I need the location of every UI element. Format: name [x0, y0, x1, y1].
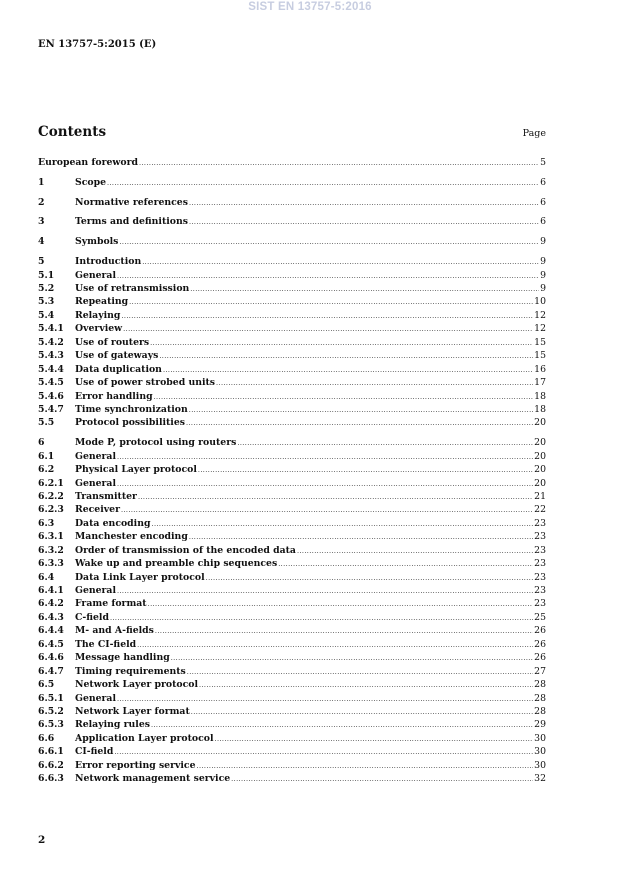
toc-entry-number: 6.4.3: [38, 611, 64, 623]
toc-dot-leader: [159, 352, 533, 360]
toc-entry[interactable]: [38, 773, 546, 786]
page-number: 2: [38, 834, 46, 846]
toc-entry-page: 20: [534, 464, 546, 476]
toc-entry-page: 26: [534, 625, 546, 637]
toc-entry[interactable]: [38, 693, 546, 706]
toc-dot-leader: [186, 419, 533, 427]
toc-entry-title: Overview: [75, 323, 123, 335]
toc-entry[interactable]: [38, 337, 546, 350]
toc-entry-number: 6.2.1: [38, 477, 64, 489]
toc-dot-leader: [151, 721, 533, 729]
toc-entry[interactable]: [38, 531, 546, 544]
toc-entry-page: 6: [540, 216, 546, 228]
toc-entry-page: 30: [534, 746, 546, 758]
toc-entry-title: Normative references: [75, 196, 188, 208]
toc-dot-leader: [150, 339, 533, 347]
toc-entry-page: 23: [534, 571, 546, 583]
contents-heading: Contents: [38, 124, 107, 140]
toc-entry-title: Protocol possibilities: [75, 417, 185, 429]
toc-dot-leader: [297, 547, 533, 555]
toc-dot-leader: [139, 159, 539, 167]
toc-entry-number: 5.4.3: [38, 350, 64, 362]
toc-entry-title: Introduction: [75, 256, 142, 268]
toc-entry-title: General: [75, 450, 116, 462]
toc-entry-number: 6.4: [38, 571, 55, 583]
toc-entry-title: Relaying rules: [75, 719, 150, 731]
toc-entry-number: 6.4.4: [38, 625, 64, 637]
toc-entry-title: General: [75, 692, 116, 704]
toc-entry-title: Physical Layer protocol: [75, 464, 197, 476]
toc-entry-number: 5.2: [38, 283, 55, 295]
toc-entry-number: 6.1: [38, 450, 55, 462]
toc-entry-title: Use of retransmission: [75, 283, 190, 295]
toc-entry-number: 6.2: [38, 464, 55, 476]
toc-entry-title: Network Layer protocol: [75, 679, 198, 691]
toc-entry-page: 26: [534, 638, 546, 650]
toc-entry[interactable]: [38, 706, 546, 719]
toc-entry[interactable]: [38, 733, 546, 746]
toc-dot-leader: [121, 312, 533, 320]
toc-entry-title: Repeating: [75, 296, 129, 308]
toc-entry-title: Use of power strobed units: [75, 377, 216, 389]
toc-entry-number: 6.3.2: [38, 544, 64, 556]
toc-entry-number: 6.5: [38, 679, 55, 691]
toc-entry-number: 6.2.2: [38, 490, 64, 502]
toc-entry[interactable]: [38, 437, 546, 450]
toc-dot-leader: [117, 695, 533, 703]
toc-entry-page: 21: [534, 490, 546, 502]
toc-dot-leader: [197, 762, 534, 770]
toc-entry-page: 29: [534, 719, 546, 731]
toc-dot-leader: [137, 641, 533, 649]
toc-entry-page: 28: [534, 705, 546, 717]
toc-entry-number: 6.3.1: [38, 531, 64, 543]
toc-dot-leader: [151, 520, 533, 528]
toc-entry-title: Use of routers: [75, 336, 150, 348]
toc-entry-title: Data duplication: [75, 363, 162, 375]
toc-entry-title: Network management service: [75, 773, 231, 785]
toc-entry[interactable]: [38, 478, 546, 491]
toc-dot-leader: [155, 627, 533, 635]
toc-dot-leader: [199, 681, 533, 689]
toc-entry-number: 5.5: [38, 417, 55, 429]
toc-entry[interactable]: [38, 236, 546, 249]
toc-entry-number: 6.5.1: [38, 692, 64, 704]
toc-entry-number: 5.4: [38, 309, 55, 321]
watermark: SIST EN 13757-5:2016: [248, 1, 372, 13]
toc-entry[interactable]: [38, 746, 546, 759]
toc-dot-leader: [123, 325, 533, 333]
toc-dot-leader: [121, 506, 533, 514]
toc-entry-number: 5.4.4: [38, 363, 64, 375]
toc-entry[interactable]: [38, 652, 546, 665]
toc-entry[interactable]: [38, 585, 546, 598]
toc-entry[interactable]: [38, 283, 546, 296]
toc-entry[interactable]: [38, 572, 546, 585]
toc-entry[interactable]: [38, 558, 546, 571]
toc-dot-leader: [198, 466, 533, 474]
toc-dot-leader: [189, 218, 539, 226]
toc-dot-leader: [117, 587, 533, 595]
toc-entry-number: 5.4.5: [38, 377, 64, 389]
toc-dot-leader: [107, 179, 539, 187]
toc-entry-title: C-field: [75, 611, 109, 623]
toc-entry-title: Application Layer protocol: [75, 732, 214, 744]
toc-entry-page: 23: [534, 517, 546, 529]
toc-entry[interactable]: [38, 177, 546, 190]
toc-entry-page: 15: [534, 350, 546, 362]
toc-entry-title: Timing requirements: [75, 665, 186, 677]
toc-entry-title: Manchester encoding: [75, 531, 188, 543]
toc-entry-number: 6.5.3: [38, 719, 64, 731]
toc-entry-page: 28: [534, 692, 546, 704]
toc-entry[interactable]: [38, 417, 546, 430]
toc-entry-page: 9: [540, 256, 546, 268]
toc-entry-page: 26: [534, 652, 546, 664]
toc-entry[interactable]: [38, 216, 546, 229]
toc-entry[interactable]: [38, 157, 546, 170]
toc-entry-number: 6.4.2: [38, 598, 64, 610]
toc-entry-page: 18: [534, 403, 546, 415]
toc-dot-leader: [206, 574, 534, 582]
toc-entry-page: 23: [534, 585, 546, 597]
toc-entry[interactable]: [38, 391, 546, 404]
toc-entry[interactable]: [38, 404, 546, 417]
toc-entry-title: CI-field: [75, 746, 114, 758]
toc-entry-page: 9: [540, 236, 546, 248]
toc-entry-number: 5.1: [38, 269, 55, 281]
toc-entry[interactable]: [38, 545, 546, 558]
toc-entry[interactable]: [38, 625, 546, 638]
toc-dot-leader: [189, 199, 539, 207]
toc-entry-number: 6.4.7: [38, 665, 64, 677]
toc-entry-page: 18: [534, 390, 546, 402]
toc-entry-number: 6.6.1: [38, 746, 64, 758]
toc-entry-title: Error handling: [75, 390, 153, 402]
toc-dot-leader: [215, 735, 534, 743]
toc-entry[interactable]: [38, 491, 546, 504]
toc-entry[interactable]: [38, 518, 546, 531]
toc-entry-page: 20: [534, 417, 546, 429]
toc-entry[interactable]: [38, 666, 546, 679]
toc-entry-title: Data encoding: [75, 517, 151, 529]
toc-dot-leader: [189, 533, 533, 541]
toc-entry-number: 4: [38, 236, 45, 248]
toc-entry-title: The CI-field: [75, 638, 137, 650]
toc-entry-page: 27: [534, 665, 546, 677]
toc-dot-leader: [110, 614, 533, 622]
toc-dot-leader: [278, 560, 533, 568]
toc-entry-number: 6.3.3: [38, 558, 64, 570]
toc-entry[interactable]: [38, 679, 546, 692]
toc-entry-title: Data Link Layer protocol: [75, 571, 205, 583]
toc-entry[interactable]: [38, 760, 546, 773]
toc-entry-page: 30: [534, 759, 546, 771]
toc-dot-leader: [117, 480, 533, 488]
toc-entry[interactable]: [38, 598, 546, 611]
toc-entry-title: Network Layer format: [75, 705, 190, 717]
toc-entry-page: 23: [534, 558, 546, 570]
toc-entry-title: Message handling: [75, 652, 170, 664]
toc-entry-title: European foreword: [38, 157, 138, 168]
toc-dot-leader: [237, 439, 533, 447]
toc-entry-page: 20: [534, 477, 546, 489]
toc-dot-leader: [142, 258, 539, 266]
toc-entry-number: 5.3: [38, 296, 55, 308]
toc-dot-leader: [190, 285, 539, 293]
toc-entry-page: 9: [540, 283, 546, 295]
toc-entry-page: 16: [534, 363, 546, 375]
toc-entry-title: Mode P, protocol using routers: [75, 437, 237, 449]
toc-entry-title: Symbols: [75, 236, 119, 248]
toc-entry-page: 20: [534, 450, 546, 462]
toc-entry-number: 6.4.6: [38, 652, 64, 664]
toc-dot-leader: [154, 393, 534, 401]
toc-entry-page: 32: [534, 773, 546, 785]
toc-dot-leader: [119, 238, 539, 246]
toc-entry-number: 5.4.7: [38, 403, 64, 415]
page-column-label: Page: [522, 128, 546, 139]
toc-entry-page: 23: [534, 544, 546, 556]
toc-entry-page: 22: [534, 504, 546, 516]
toc-entry-title: Transmitter: [75, 490, 137, 502]
toc-entry-page: 20: [534, 437, 546, 449]
toc-dot-leader: [138, 493, 533, 501]
toc-entry-number: 6.5.2: [38, 705, 64, 717]
toc-dot-leader: [117, 453, 533, 461]
toc-entry-number: 3: [38, 216, 45, 228]
toc-dot-leader: [148, 600, 534, 608]
toc-dot-leader: [163, 366, 533, 374]
toc-entry[interactable]: [38, 464, 546, 477]
toc-entry-number: 5: [38, 256, 45, 268]
toc-entry-page: 10: [534, 296, 546, 308]
toc-entry-title: Wake up and preamble chip sequences: [75, 558, 278, 570]
toc-entry-page: 17: [534, 377, 546, 389]
toc-entry-page: 5: [540, 157, 546, 168]
toc-entry-number: 2: [38, 196, 45, 208]
toc-entry[interactable]: [38, 197, 546, 210]
toc-entry-page: 12: [534, 323, 546, 335]
toc-dot-leader: [231, 775, 533, 783]
toc-entry-page: 28: [534, 679, 546, 691]
toc-entry-title: Order of transmission of the encoded data: [75, 544, 296, 556]
toc-entry-title: M- and A-fields: [75, 625, 154, 637]
document-id: EN 13757-5:2015 (E): [38, 39, 157, 50]
toc-entry-page: 6: [540, 196, 546, 208]
toc-entry[interactable]: [38, 719, 546, 732]
toc-dot-leader: [216, 379, 533, 387]
toc-entry-title: Error reporting service: [75, 759, 196, 771]
toc-entry-title: Terms and definitions: [75, 216, 188, 228]
toc-entry[interactable]: [38, 310, 546, 323]
toc-entry-title: Receiver: [75, 504, 120, 516]
toc-entry[interactable]: [38, 270, 546, 283]
toc-dot-leader: [189, 406, 533, 414]
toc-entry-page: 6: [540, 176, 546, 188]
toc-entry-number: 5.4.2: [38, 336, 64, 348]
toc-dot-leader: [117, 272, 539, 280]
toc-entry-page: 15: [534, 336, 546, 348]
toc-entry-number: 6.4.5: [38, 638, 64, 650]
toc-dot-leader: [187, 668, 533, 676]
toc-entry[interactable]: [38, 504, 546, 517]
toc-entry-page: 25: [534, 611, 546, 623]
toc-entry[interactable]: [38, 256, 546, 269]
toc-entry-number: 6.4.1: [38, 585, 64, 597]
toc-entry-page: 30: [534, 732, 546, 744]
toc-dot-leader: [129, 298, 533, 306]
toc-entry[interactable]: [38, 612, 546, 625]
toc-entry-title: Scope: [75, 176, 106, 188]
toc-entry-page: 23: [534, 598, 546, 610]
toc-entry-number: 6: [38, 437, 45, 449]
toc-dot-leader: [114, 748, 533, 756]
toc-entry-number: 5.4.6: [38, 390, 64, 402]
toc-entry-title: General: [75, 585, 116, 597]
toc-entry[interactable]: [38, 451, 546, 464]
toc-dot-leader: [191, 708, 533, 716]
toc-entry-title: General: [75, 269, 116, 281]
toc-dot-leader: [171, 654, 533, 662]
toc-entry[interactable]: [38, 296, 546, 309]
toc-entry-page: 23: [534, 531, 546, 543]
toc-entry[interactable]: [38, 323, 546, 336]
toc-entry-title: Time synchronization: [75, 403, 188, 415]
toc-entry-title: General: [75, 477, 116, 489]
toc-entry[interactable]: [38, 377, 546, 390]
toc-entry[interactable]: [38, 639, 546, 652]
toc-entry-page: 9: [540, 269, 546, 281]
toc-entry-page: 12: [534, 309, 546, 321]
toc-entry-number: 5.4.1: [38, 323, 64, 335]
toc-entry-title: Use of gateways: [75, 350, 159, 362]
toc-entry-title: Relaying: [75, 309, 121, 321]
toc-entry-title: Frame format: [75, 598, 147, 610]
toc-entry[interactable]: [38, 350, 546, 363]
toc-entry-number: 1: [38, 176, 45, 188]
toc-entry[interactable]: [38, 364, 546, 377]
table-of-contents: [38, 157, 546, 787]
toc-entry-number: 6.6.2: [38, 759, 64, 771]
toc-entry-number: 6.6.3: [38, 773, 64, 785]
toc-entry-number: 6.6: [38, 732, 55, 744]
toc-entry-number: 6.3: [38, 517, 55, 529]
toc-entry-number: 6.2.3: [38, 504, 64, 516]
